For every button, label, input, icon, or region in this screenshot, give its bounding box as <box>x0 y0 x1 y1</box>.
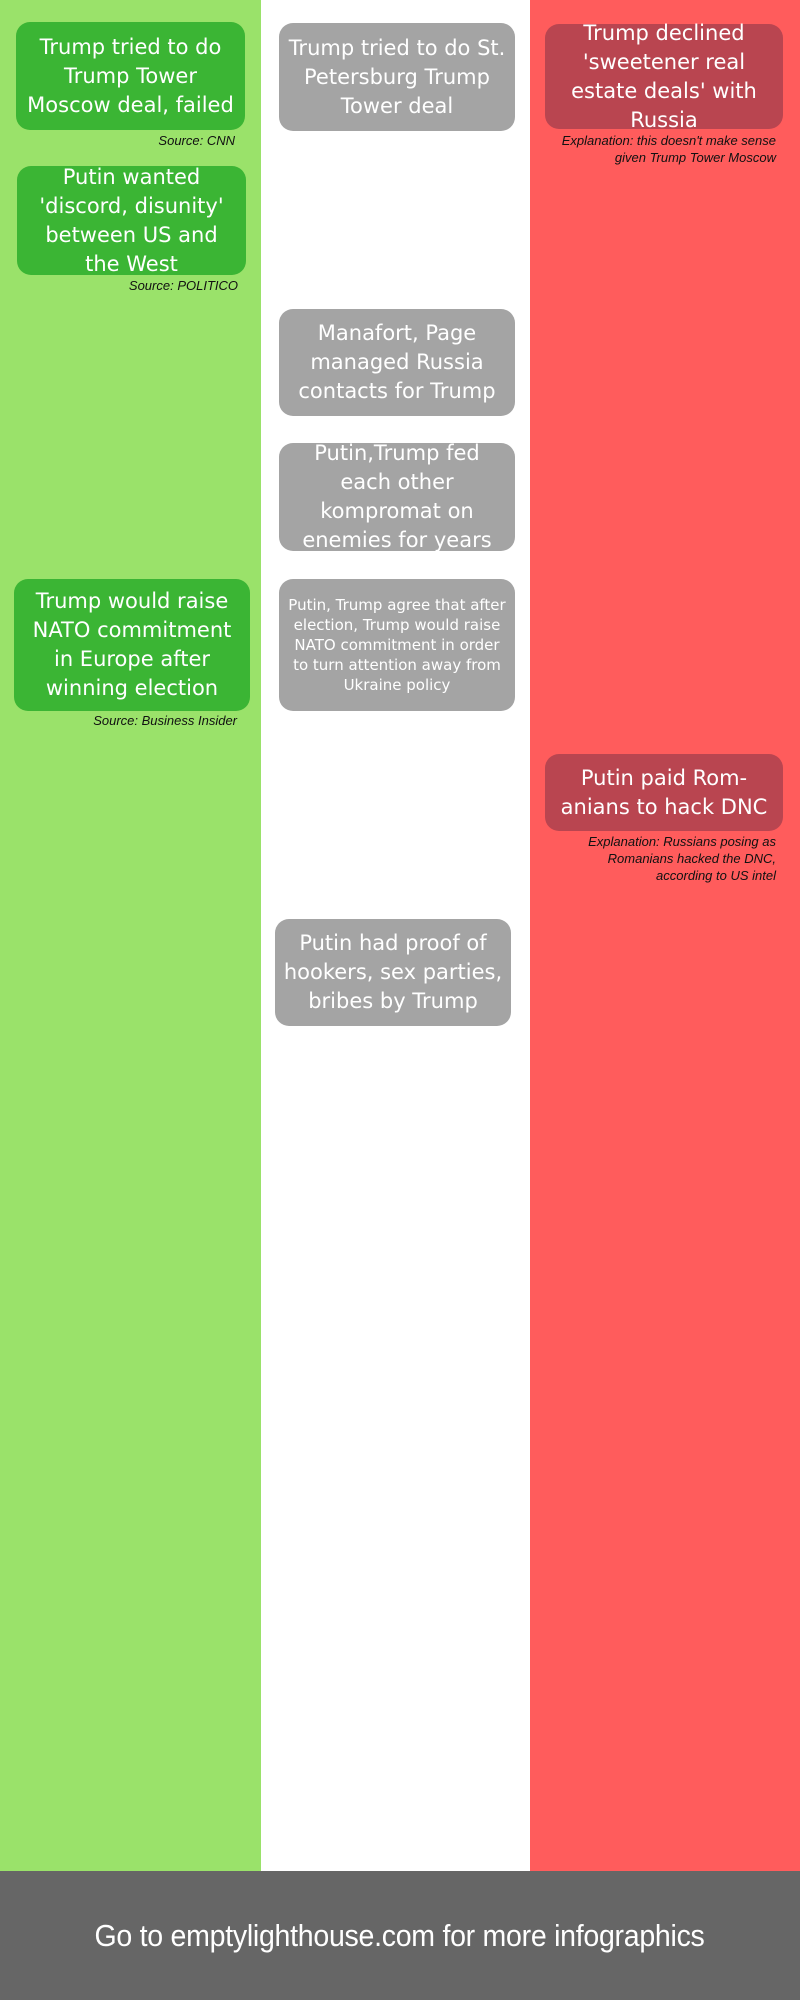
middle-card-manafort-page: Manafort, Page managed Russia contacts for Trump <box>279 309 515 416</box>
left-card-trump-tower-moscow: Trump tried to do Trump Tower Moscow deal, failed <box>16 22 245 130</box>
left-source-cnn: Source: CNN <box>158 133 235 148</box>
right-card-sweetener-deals: Trump declined 'sweetener real estate deals' with Russia <box>545 24 783 129</box>
right-explanation-trump-tower: Explanation: this doesn't make sense given Trump Tower Moscow <box>561 133 776 165</box>
middle-card-nato-ukraine: Putin, Trump agree that after election, Trump would raise NATO commitment in order to turn attention away from Ukraine policy <box>279 579 515 711</box>
footer-link-text[interactable]: Go to emptylighthouse.com for more infographics <box>94 1917 706 1953</box>
footer-banner <box>0 1871 800 2000</box>
middle-card-proof: Putin had proof of hookers, sex parties, bribes by Trump <box>275 919 511 1026</box>
right-explanation-us-intel: Explanation: Russians posing as Romanians hacked the DNC, according to US intel <box>588 834 776 883</box>
middle-card-kompromat: Putin,Trump fed each other kompromat on enemies for years <box>279 443 515 551</box>
right-column <box>530 0 800 1871</box>
left-source-politico: Source: POLITICO <box>128 278 238 293</box>
left-card-putin-discord: Putin wanted 'discord, disunity' between US and the West <box>17 166 246 275</box>
right-card-romanians-dnc: Putin paid Rom-anians to hack DNC <box>545 754 783 831</box>
left-card-nato-commitment: Trump would raise NATO commitment in Europe after winning election <box>14 579 250 711</box>
left-source-business-insider: Source: Business Insider <box>93 713 237 728</box>
middle-card-st-petersburg: Trump tried to do St. Petersburg Trump Tower deal <box>279 23 515 131</box>
